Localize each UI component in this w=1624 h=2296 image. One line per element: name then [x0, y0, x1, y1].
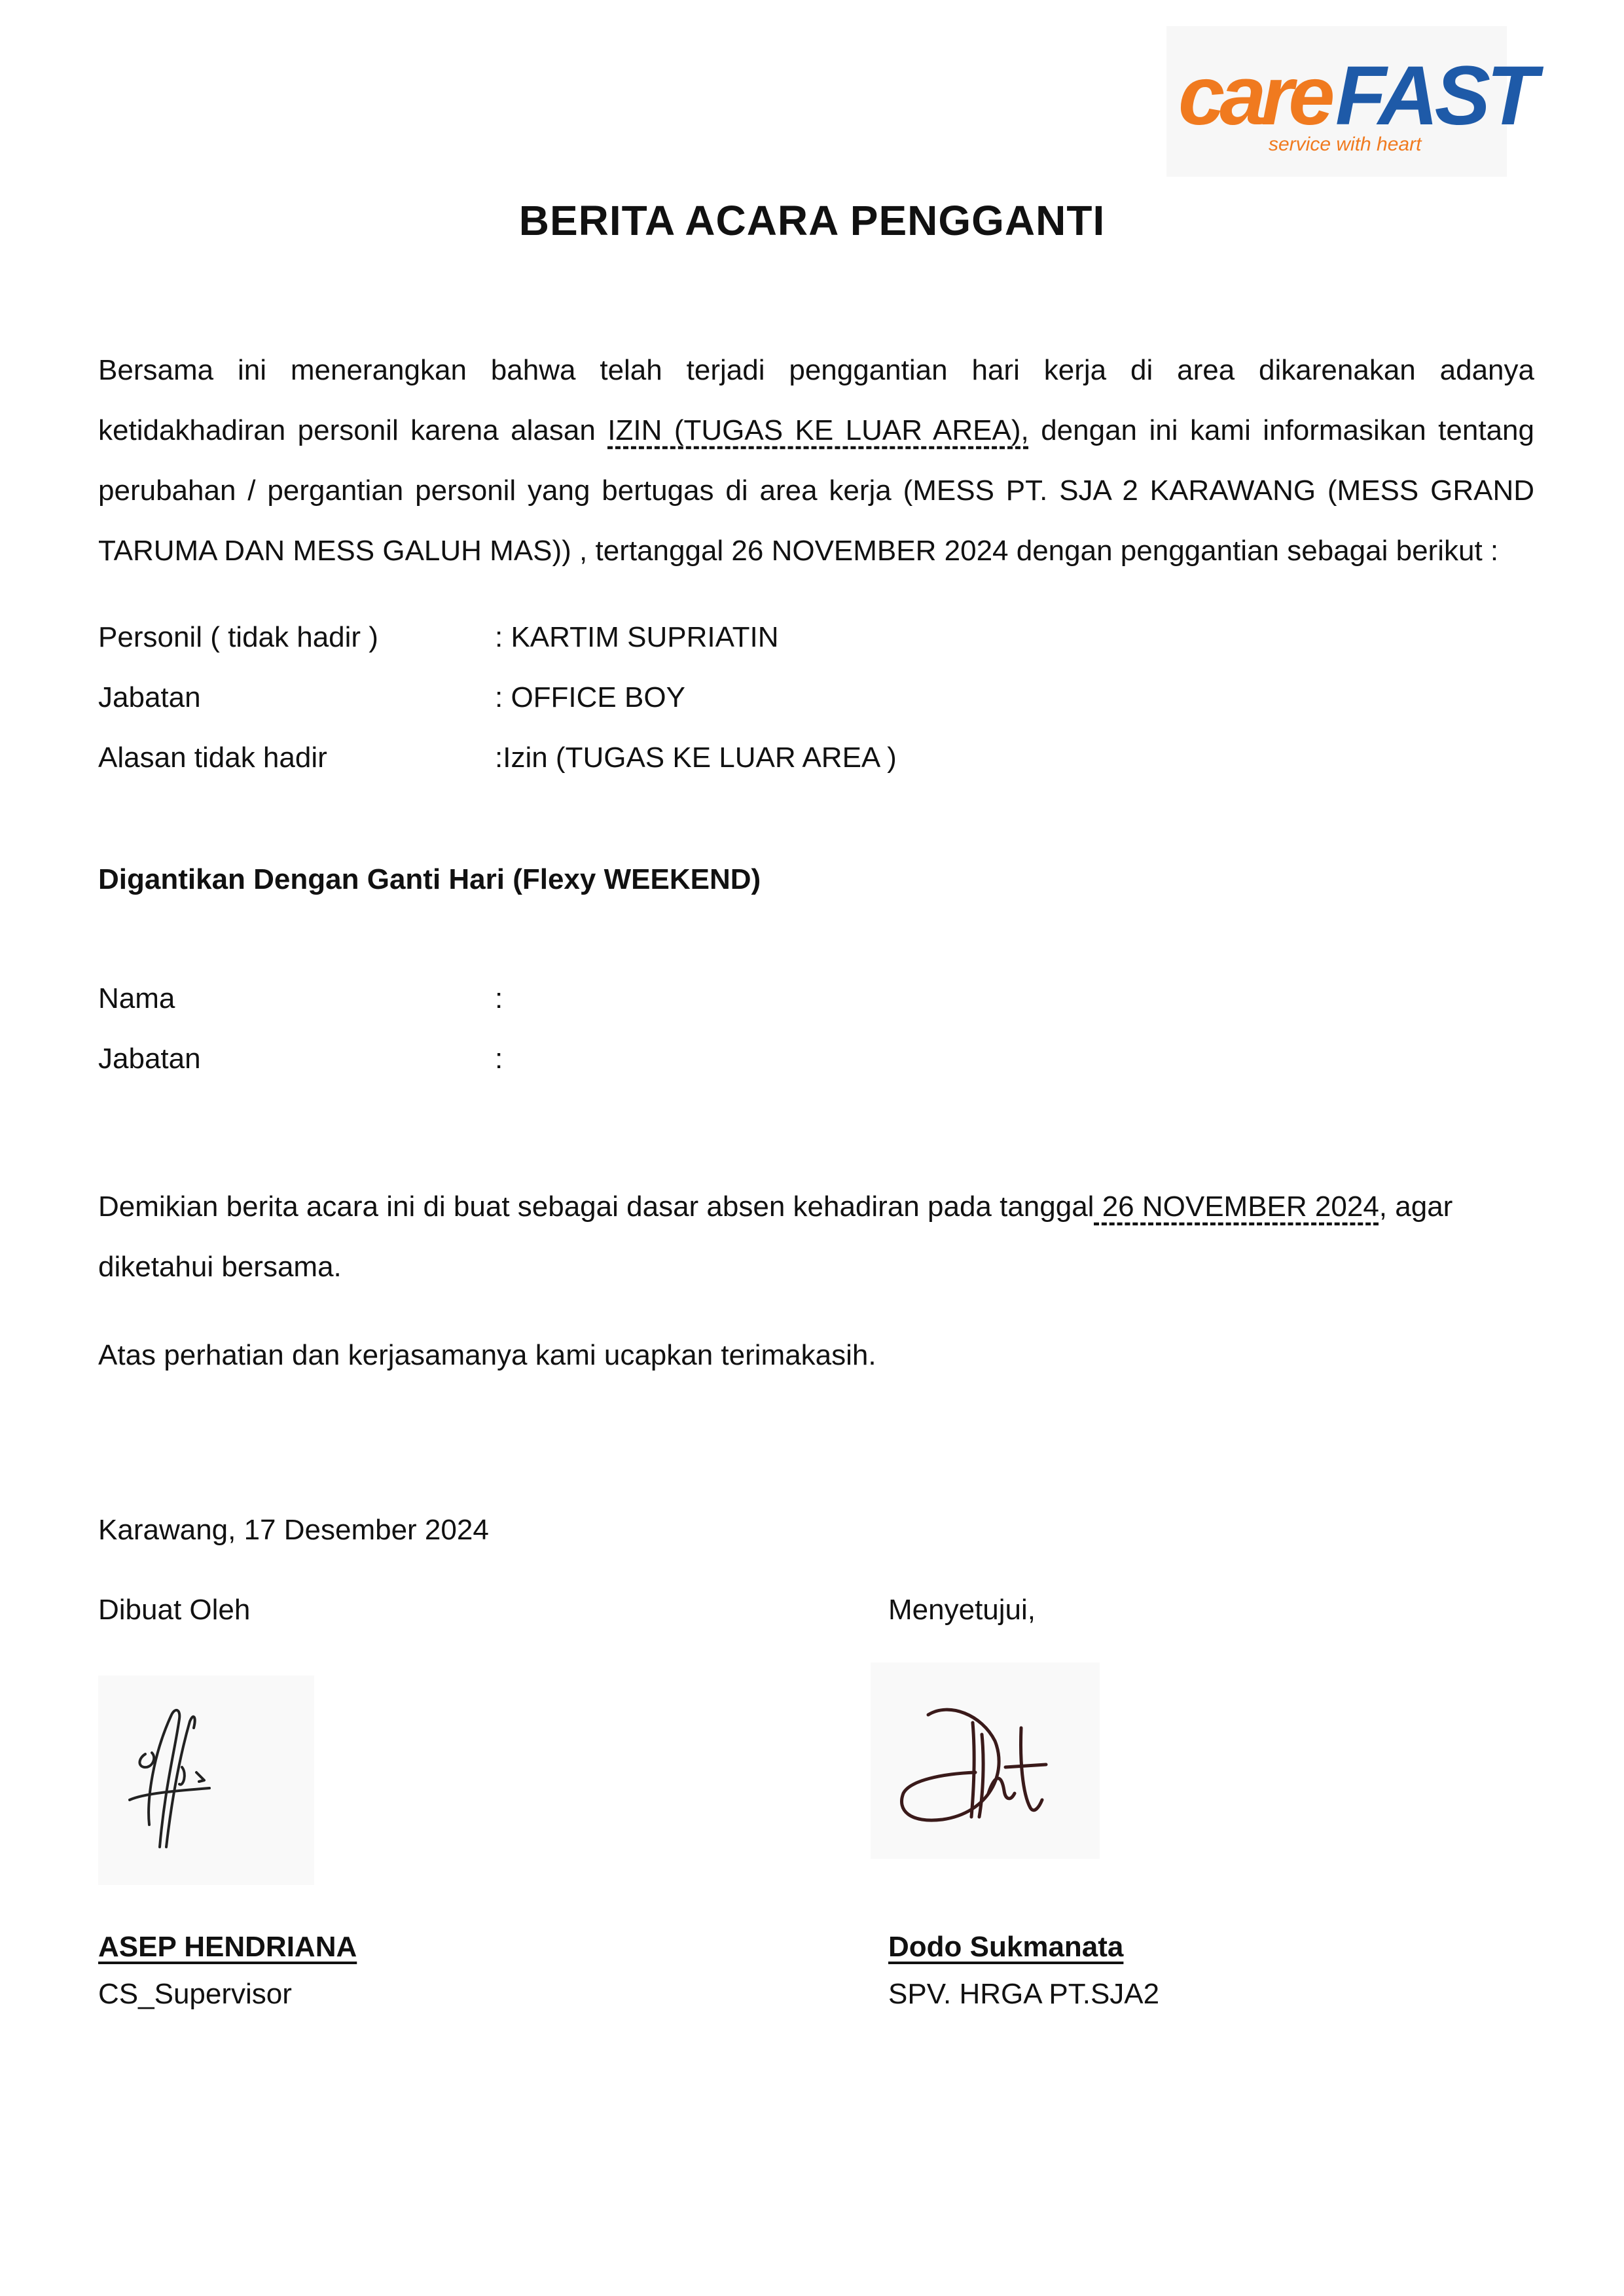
- signature-dodo-icon: [871, 1662, 1100, 1859]
- replacement-name-label: Nama: [98, 982, 175, 1014]
- logo-brand-fast: FAST: [1335, 49, 1534, 143]
- absent-personnel-value: : KARTIM SUPRIATIN: [495, 621, 779, 653]
- document-title: BERITA ACARA PENGGANTI: [518, 197, 1106, 244]
- approver-role: SPV. HRGA PT.SJA2: [888, 1978, 1160, 2010]
- attendance-date-underlined: 26 NOVEMBER 2024: [1094, 1191, 1379, 1223]
- absent-position-value: : OFFICE BOY: [495, 681, 685, 713]
- replacement-position-label: Jabatan: [98, 1043, 201, 1075]
- closing-paragraph: [98, 1177, 1534, 1297]
- approved-by-label: Menyetujui,: [888, 1594, 1036, 1626]
- absent-position-label: Jabatan: [98, 681, 201, 713]
- preparer-name: ASEP HENDRIANA: [98, 1931, 357, 1963]
- closing-text-after: , agar diketahui bersama.: [98, 1191, 1453, 1283]
- absent-reason-value: :Izin (TUGAS KE LUAR AREA ): [495, 742, 897, 774]
- opening-text-before: Bersama ini menerangkan bahwa telah terjadi penggantian hari kerja di area dikarenakan adanya ketidakhadiran personil karena alasan: [98, 354, 1534, 446]
- carefast-logo: [1166, 26, 1534, 177]
- replacement-name-value: :: [495, 982, 503, 1014]
- preparer-role: CS_Supervisor: [98, 1978, 292, 2010]
- approver-name: Dodo Sukmanata: [888, 1931, 1124, 1963]
- opening-paragraph: [98, 340, 1534, 581]
- logo-brand-care: care: [1178, 49, 1330, 143]
- signature-asep-icon: [98, 1676, 314, 1885]
- absent-personnel-label: Personil ( tidak hadir ): [98, 621, 378, 653]
- replacement-position-value: :: [495, 1043, 503, 1075]
- replacement-heading: Digantikan Dengan Ganti Hari (Flexy WEEKEND): [98, 863, 761, 895]
- place-date: Karawang, 17 Desember 2024: [98, 1514, 489, 1546]
- thanks-paragraph: Atas perhatian dan kerjasamanya kami ucapkan terimakasih.: [98, 1339, 876, 1371]
- absent-reason-label: Alasan tidak hadir: [98, 742, 327, 774]
- prepared-by-label: Dibuat Oleh: [98, 1594, 251, 1626]
- closing-text-before: Demikian berita acara ini di buat sebagai dasar absen kehadiran pada tanggal: [98, 1191, 1094, 1223]
- absence-reason-underlined: IZIN (TUGAS KE LUAR AREA),: [607, 414, 1029, 446]
- logo-tagline: service with heart: [1269, 134, 1422, 155]
- opening-text-after: dengan ini kami informasikan tentang perubahan / pergantian personil yang bertugas di area kerja (MESS PT. SJA 2 KARAWANG (MESS GRAND TARUMA DAN MESS GALUH MAS)) , tertanggal 26 NOVEMBER 2024 dengan penggantian sebagai berikut :: [98, 414, 1534, 567]
